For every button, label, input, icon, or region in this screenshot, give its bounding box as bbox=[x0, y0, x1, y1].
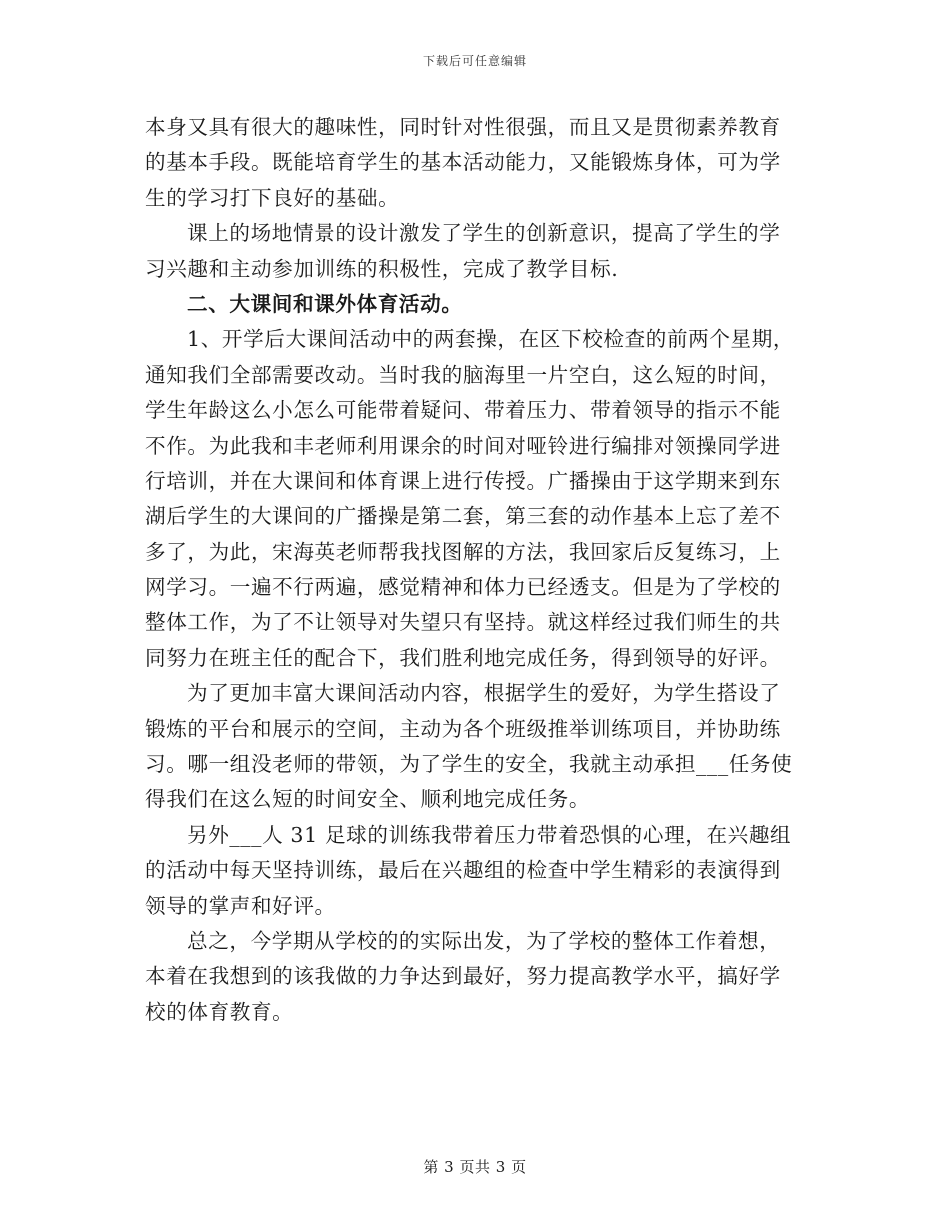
text-line: 湖后学生的大课间的广播操是第二套，第三套的动作基本上忘了差不 bbox=[145, 504, 781, 529]
text-line: 1、开学后大课间活动中的两套操，在区下校检查的前两个星期， bbox=[187, 327, 795, 352]
text-line: 另外___人 31 足球的训练我带着压力带着恐惧的心理，在兴趣组 bbox=[187, 822, 792, 847]
text-line: 多了，为此，宋海英老师帮我找图解的方法，我回家后反复练习，上 bbox=[145, 539, 781, 564]
text-line: 学生年龄这么小怎么可能带着疑问、带着压力、带着领导的指示不能 bbox=[145, 398, 781, 423]
text-line: 领导的掌声和好评。 bbox=[145, 893, 336, 918]
text-line: 同努力在班主任的配合下，我们胜利地完成任务，得到领导的好评。 bbox=[145, 645, 781, 670]
text-line: 通知我们全部需要改动。当时我的脑海里一片空白，这么短的时间， bbox=[145, 362, 781, 387]
text-line: 网学习。一遍不行两遍，感觉精神和体力已经透支。但是为了学校的 bbox=[145, 575, 781, 600]
text-line: 课上的场地情景的设计激发了学生的创新意识，提高了学生的学 bbox=[187, 221, 781, 246]
text-line: 的基本手段。既能培育学生的基本活动能力，又能锻炼身体，可为学 bbox=[145, 150, 781, 175]
text-line: 为了更加丰富大课间活动内容，根据学生的爱好，为学生搭设了 bbox=[187, 681, 781, 706]
text-line: 习兴趣和主动参加训练的积极性，完成了教学目标. bbox=[145, 256, 619, 281]
text-line: 校的体育教育。 bbox=[145, 999, 294, 1024]
text-line: 生的学习打下良好的基础。 bbox=[145, 185, 400, 210]
section-heading: 二、大课间和课外体育活动。 bbox=[187, 291, 463, 316]
text-line: 整体工作，为了不让领导对失望只有坚持。就这样经过我们师生的共 bbox=[145, 610, 781, 635]
text-line: 锻炼的平台和展示的空间，主动为各个班级推举训练项目，并协助练 bbox=[145, 716, 781, 741]
text-line: 习。哪一组没老师的带领，为了学生的安全，我就主动承担___任务使 bbox=[145, 752, 793, 777]
page-footer: 第 3 页共 3 页 bbox=[423, 1158, 527, 1176]
text-line: 本身又具有很大的趣味性，同时针对性很强，而且又是贯彻素养教育 bbox=[145, 115, 781, 139]
text-line: 总之，今学期从学校的的实际出发，为了学校的整体工作着想， bbox=[187, 928, 781, 953]
text-line: 不作。为此我和丰老师利用课余的时间对哑铃进行编排对领操同学进 bbox=[145, 433, 781, 458]
text-line: 的活动中每天坚持训练，最后在兴趣组的检查中学生精彩的表演得到 bbox=[145, 858, 781, 883]
document-body bbox=[145, 110, 805, 1030]
page-header: 下载后可任意编辑 bbox=[422, 54, 527, 68]
text-line: 本着在我想到的该我做的力争达到最好，努力提高教学水平，搞好学 bbox=[145, 964, 781, 989]
text-line: 行培训，并在大课间和体育课上进行传授。广播操由于这学期来到东 bbox=[145, 468, 781, 493]
text-line: 得我们在这么短的时间安全、顺利地完成任务。 bbox=[145, 787, 591, 812]
